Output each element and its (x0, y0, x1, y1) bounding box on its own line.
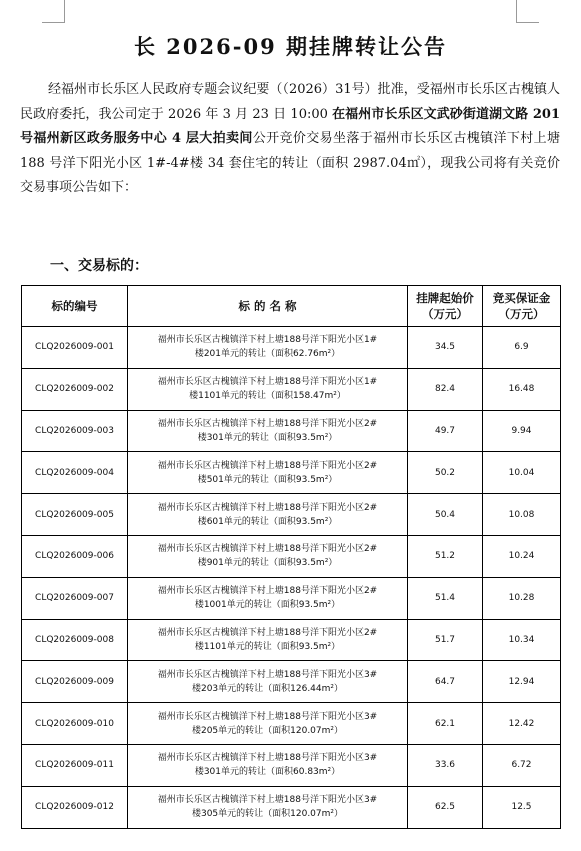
lot-price: 62.1 (408, 703, 483, 745)
table-row (22, 744, 561, 786)
lot-code: CLQ2026009-010 (22, 703, 128, 745)
lot-name-line1: 福州市长乐区古槐镇洋下村上塘188号洋下阳光小区3# (157, 795, 378, 806)
table-row (22, 368, 561, 410)
table-row (22, 494, 561, 536)
lot-name-line1: 福州市长乐区古槐镇洋下村上塘188号洋下阳光小区2# (157, 627, 378, 638)
lot-name-line1: 福州市长乐区古槐镇洋下村上塘188号洋下阳光小区2# (157, 418, 378, 429)
lot-code: CLQ2026009-007 (22, 577, 128, 619)
lot-code: CLQ2026009-011 (22, 744, 128, 786)
header-deposit-line1: 竞买保证金 (492, 291, 551, 305)
intro-venue-bold: 在福州市长乐区文武砂街道湖文路 201 号福州新区政务服务中心 4 层大拍卖间 (20, 106, 560, 147)
lot-code: CLQ2026009-008 (22, 619, 128, 661)
lot-deposit: 6.9 (483, 327, 561, 369)
lot-name-line1: 福州市长乐区古槐镇洋下村上塘188号洋下阳光小区2# (157, 502, 378, 513)
header-code: 标的编号 (22, 286, 128, 327)
table-row (22, 786, 561, 828)
lot-code: CLQ2026009-001 (22, 327, 128, 369)
intro-text-2: 公开竞价交易坐落于福州市长乐区古槐镇洋下村上塘 188 号洋下阳光小区 1#-4#楼 34 套住宅的转让（面积 2987.04㎡），现我公司将有关竞价交易事项公告如下： (20, 131, 560, 196)
lot-deposit: 12.5 (483, 786, 561, 828)
lot-name (128, 619, 408, 661)
lot-name-line2: 楼1101单元的转让（面积158.47m²） (189, 391, 346, 402)
table-row (22, 535, 561, 577)
header-price-line2: （万元） (422, 307, 468, 321)
lot-code: CLQ2026009-003 (22, 410, 128, 452)
lot-deposit: 9.94 (483, 410, 561, 452)
lot-name-line1: 福州市长乐区古槐镇洋下村上塘188号洋下阳光小区3# (157, 711, 378, 722)
table-row (22, 452, 561, 494)
lot-name (128, 452, 408, 494)
lot-name (128, 494, 408, 536)
lot-name (128, 410, 408, 452)
lot-price: 34.5 (408, 327, 483, 369)
lot-code: CLQ2026009-002 (22, 368, 128, 410)
lot-name-line2: 楼301单元的转让（面积93.5m²） (197, 432, 338, 443)
lot-deposit: 12.42 (483, 703, 561, 745)
lot-name (128, 661, 408, 703)
lot-code: CLQ2026009-004 (22, 452, 128, 494)
header-deposit (483, 286, 561, 327)
lot-name-line2: 楼1001单元的转让（面积93.5m²） (194, 600, 341, 611)
table-row (22, 703, 561, 745)
lot-name-line2: 楼305单元的转让（面积120.07m²） (191, 809, 344, 820)
lot-deposit: 10.08 (483, 494, 561, 536)
table-row (22, 410, 561, 452)
lot-deposit: 12.94 (483, 661, 561, 703)
lot-name-line2: 楼901单元的转让（面积93.5m²） (197, 558, 338, 569)
lot-code: CLQ2026009-005 (22, 494, 128, 536)
lot-name-line2: 楼601单元的转让（面积93.5m²） (197, 516, 338, 527)
table-row (22, 661, 561, 703)
lot-name-line1: 福州市长乐区古槐镇洋下村上塘188号洋下阳光小区3# (157, 669, 378, 680)
lot-price: 82.4 (408, 368, 483, 410)
lot-price: 33.6 (408, 744, 483, 786)
header-deposit-line2: （万元） (498, 307, 545, 321)
crop-mark-top-right (516, 0, 539, 23)
lot-price: 51.7 (408, 619, 483, 661)
lot-name-line1: 福州市长乐区古槐镇洋下村上塘188号洋下阳光小区1# (157, 335, 378, 346)
lot-price: 62.5 (408, 786, 483, 828)
lot-price: 49.7 (408, 410, 483, 452)
lot-price: 50.4 (408, 494, 483, 536)
lots-table (21, 285, 561, 829)
section-heading: 一、交易标的： (50, 258, 148, 274)
lot-name-line2: 楼301单元的转让（面积60.83m²） (194, 767, 341, 778)
lot-name-line2: 楼205单元的转让（面积120.07m²） (191, 725, 344, 736)
header-price (408, 286, 483, 327)
lot-name-line2: 楼501单元的转让（面积93.5m²） (197, 474, 338, 485)
intro-text-1: 经福州市长乐区人民政府专题会议纪要（（2026）31号）批准，受福州市长乐区古槐镇人民政府委托，我公司定于 2026 年 3 月 23 日 10:00 (20, 82, 560, 122)
lot-name-line1: 福州市长乐区古槐镇洋下村上塘188号洋下阳光小区1# (157, 377, 378, 388)
lot-name-line2: 楼201单元的转让（面积62.76m²） (194, 349, 341, 360)
lot-name (128, 577, 408, 619)
lot-name (128, 786, 408, 828)
lot-price: 51.2 (408, 535, 483, 577)
intro-paragraph (20, 78, 560, 201)
lot-deposit: 6.72 (483, 744, 561, 786)
lot-price: 50.2 (408, 452, 483, 494)
lot-name (128, 744, 408, 786)
lot-name-line1: 福州市长乐区古槐镇洋下村上塘188号洋下阳光小区3# (157, 753, 378, 764)
document-title: 长 2026-09 期挂牌转让公告 (133, 34, 447, 59)
header-name: 标 的 名 称 (128, 286, 408, 327)
lot-name-line1: 福州市长乐区古槐镇洋下村上塘188号洋下阳光小区2# (157, 544, 378, 555)
lot-deposit: 10.24 (483, 535, 561, 577)
lot-code: CLQ2026009-012 (22, 786, 128, 828)
lot-name (128, 368, 408, 410)
lot-code: CLQ2026009-009 (22, 661, 128, 703)
table-row (22, 577, 561, 619)
header-price-line1: 挂牌起始价 (416, 291, 474, 305)
lot-name (128, 327, 408, 369)
table-row (22, 327, 561, 369)
lot-name-line2: 楼203单元的转让（面积126.44m²） (191, 683, 344, 694)
table-header-row (22, 286, 561, 327)
crop-mark-top-left (42, 0, 65, 23)
lot-name-line2: 楼1101单元的转让（面积93.5m²） (194, 641, 341, 652)
lot-price: 64.7 (408, 661, 483, 703)
lot-name (128, 535, 408, 577)
lot-code: CLQ2026009-006 (22, 535, 128, 577)
lot-deposit: 16.48 (483, 368, 561, 410)
lot-price: 51.4 (408, 577, 483, 619)
lot-name (128, 703, 408, 745)
lot-deposit: 10.28 (483, 577, 561, 619)
lot-name-line1: 福州市长乐区古槐镇洋下村上塘188号洋下阳光小区2# (157, 586, 378, 597)
lot-deposit: 10.04 (483, 452, 561, 494)
table-row (22, 619, 561, 661)
lot-name-line1: 福州市长乐区古槐镇洋下村上塘188号洋下阳光小区2# (157, 460, 378, 471)
lot-deposit: 10.34 (483, 619, 561, 661)
